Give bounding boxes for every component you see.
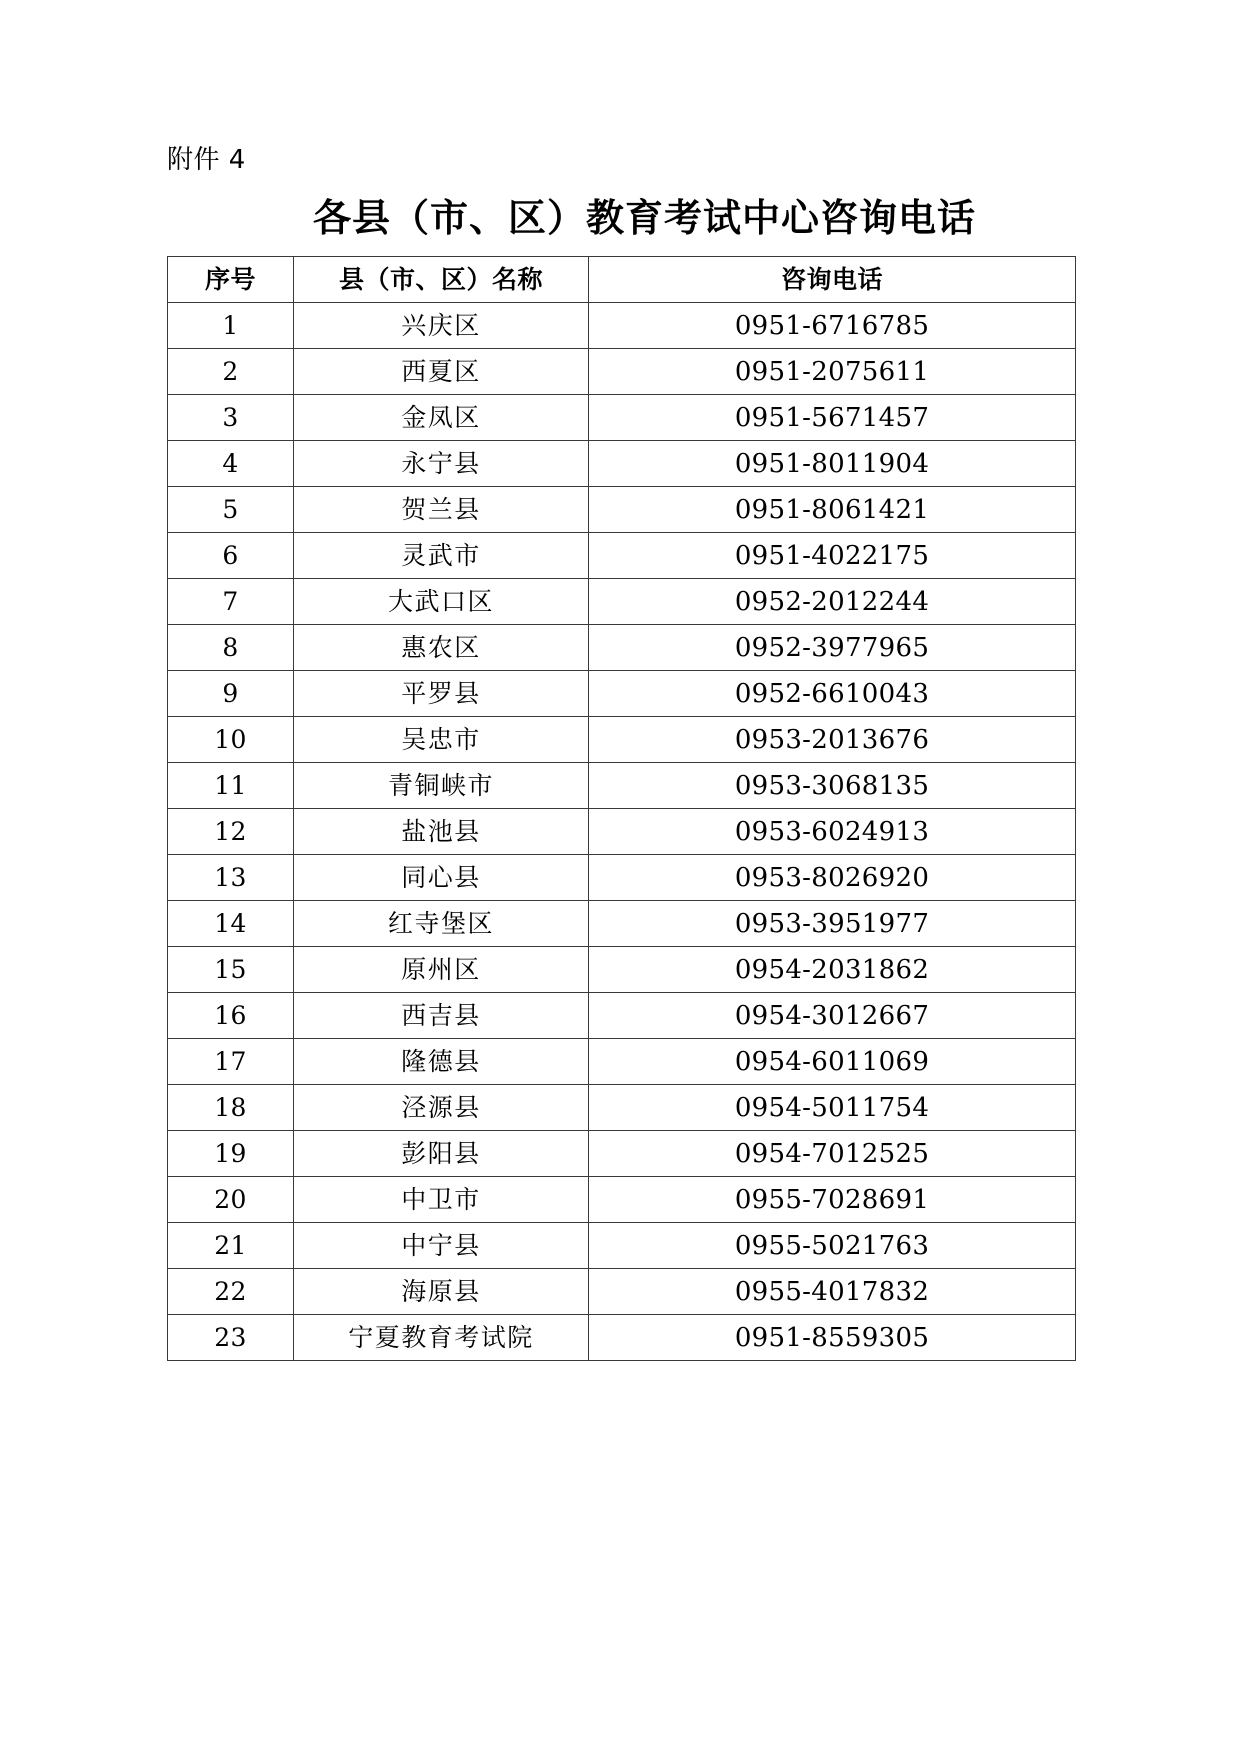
table-cell-tel: 0951-5671457 xyxy=(589,395,1076,441)
table-cell-tel: 0951-2075611 xyxy=(589,349,1076,395)
table-cell-name: 西夏区 xyxy=(294,349,589,395)
table-body xyxy=(168,303,1076,1361)
table-cell-seq: 14 xyxy=(168,901,294,947)
table-cell-tel: 0953-6024913 xyxy=(589,809,1076,855)
table-cell-tel: 0954-7012525 xyxy=(589,1131,1076,1177)
table-row xyxy=(168,349,1076,395)
table-row xyxy=(168,947,1076,993)
table-row xyxy=(168,441,1076,487)
column-header-seq: 序号 xyxy=(168,257,294,303)
table-row xyxy=(168,1039,1076,1085)
table-cell-tel: 0951-8559305 xyxy=(589,1315,1076,1361)
table-cell-seq: 9 xyxy=(168,671,294,717)
page-title: 各县（市、区）教育考试中心咨询电话 xyxy=(312,195,976,240)
table-cell-seq: 11 xyxy=(168,763,294,809)
contact-phone-table xyxy=(167,256,1076,1361)
table-cell-tel: 0954-5011754 xyxy=(589,1085,1076,1131)
table-cell-tel: 0955-4017832 xyxy=(589,1269,1076,1315)
table-cell-seq: 2 xyxy=(168,349,294,395)
table-cell-name: 中宁县 xyxy=(294,1223,589,1269)
table-cell-name: 海原县 xyxy=(294,1269,589,1315)
table-cell-tel: 0953-8026920 xyxy=(589,855,1076,901)
table-cell-seq: 4 xyxy=(168,441,294,487)
column-header-name: 县（市、区）名称 xyxy=(294,257,589,303)
table-cell-name: 平罗县 xyxy=(294,671,589,717)
table-row xyxy=(168,1269,1076,1315)
table-cell-tel: 0954-3012667 xyxy=(589,993,1076,1039)
table-cell-name: 大武口区 xyxy=(294,579,589,625)
table-cell-seq: 15 xyxy=(168,947,294,993)
table-header xyxy=(168,257,1076,303)
table-cell-name: 青铜峡市 xyxy=(294,763,589,809)
table-cell-name: 红寺堡区 xyxy=(294,901,589,947)
table-cell-seq: 16 xyxy=(168,993,294,1039)
table-cell-tel: 0953-2013676 xyxy=(589,717,1076,763)
column-header-tel: 咨询电话 xyxy=(589,257,1076,303)
table-cell-tel: 0955-5021763 xyxy=(589,1223,1076,1269)
table-row xyxy=(168,671,1076,717)
table-cell-seq: 3 xyxy=(168,395,294,441)
table-cell-name: 泾源县 xyxy=(294,1085,589,1131)
table-row xyxy=(168,395,1076,441)
table-cell-tel: 0953-3951977 xyxy=(589,901,1076,947)
table-cell-name: 惠农区 xyxy=(294,625,589,671)
table-row xyxy=(168,625,1076,671)
table-cell-tel: 0952-2012244 xyxy=(589,579,1076,625)
table-row xyxy=(168,717,1076,763)
table-row xyxy=(168,1177,1076,1223)
table-cell-tel: 0951-8061421 xyxy=(589,487,1076,533)
table-cell-tel: 0952-6610043 xyxy=(589,671,1076,717)
table-cell-name: 彭阳县 xyxy=(294,1131,589,1177)
table-cell-name: 隆德县 xyxy=(294,1039,589,1085)
table-cell-name: 原州区 xyxy=(294,947,589,993)
table-row xyxy=(168,1315,1076,1361)
table-cell-seq: 13 xyxy=(168,855,294,901)
table-cell-tel: 0952-3977965 xyxy=(589,625,1076,671)
table-cell-tel: 0951-4022175 xyxy=(589,533,1076,579)
table-cell-name: 中卫市 xyxy=(294,1177,589,1223)
table-cell-seq: 23 xyxy=(168,1315,294,1361)
table-row xyxy=(168,901,1076,947)
table-cell-seq: 18 xyxy=(168,1085,294,1131)
table-cell-name: 兴庆区 xyxy=(294,303,589,349)
table-row xyxy=(168,1131,1076,1177)
table-row xyxy=(168,809,1076,855)
table-cell-tel: 0954-2031862 xyxy=(589,947,1076,993)
table-cell-tel: 0951-6716785 xyxy=(589,303,1076,349)
table-cell-name: 西吉县 xyxy=(294,993,589,1039)
table-cell-seq: 19 xyxy=(168,1131,294,1177)
table-cell-seq: 21 xyxy=(168,1223,294,1269)
table-cell-seq: 8 xyxy=(168,625,294,671)
table-cell-tel: 0955-7028691 xyxy=(589,1177,1076,1223)
table-cell-seq: 7 xyxy=(168,579,294,625)
table-cell-name: 宁夏教育考试院 xyxy=(294,1315,589,1361)
table-header-row xyxy=(168,257,1076,303)
table-cell-seq: 22 xyxy=(168,1269,294,1315)
table-cell-tel: 0954-6011069 xyxy=(589,1039,1076,1085)
table-row xyxy=(168,993,1076,1039)
table-cell-name: 盐池县 xyxy=(294,809,589,855)
attachment-label: 附件 4 xyxy=(167,145,246,175)
table-cell-seq: 1 xyxy=(168,303,294,349)
table-cell-name: 灵武市 xyxy=(294,533,589,579)
table-row xyxy=(168,1085,1076,1131)
table-cell-seq: 12 xyxy=(168,809,294,855)
phone-table-container xyxy=(167,256,1075,1361)
table-row xyxy=(168,533,1076,579)
table-row xyxy=(168,1223,1076,1269)
table-cell-seq: 5 xyxy=(168,487,294,533)
table-row xyxy=(168,579,1076,625)
table-cell-name: 同心县 xyxy=(294,855,589,901)
table-cell-name: 永宁县 xyxy=(294,441,589,487)
table-row xyxy=(168,303,1076,349)
table-cell-name: 贺兰县 xyxy=(294,487,589,533)
table-cell-seq: 20 xyxy=(168,1177,294,1223)
table-row xyxy=(168,855,1076,901)
table-cell-name: 吴忠市 xyxy=(294,717,589,763)
table-cell-seq: 6 xyxy=(168,533,294,579)
table-cell-seq: 17 xyxy=(168,1039,294,1085)
table-cell-tel: 0951-8011904 xyxy=(589,441,1076,487)
table-row xyxy=(168,763,1076,809)
table-cell-seq: 10 xyxy=(168,717,294,763)
table-cell-tel: 0953-3068135 xyxy=(589,763,1076,809)
table-cell-name: 金凤区 xyxy=(294,395,589,441)
table-row xyxy=(168,487,1076,533)
